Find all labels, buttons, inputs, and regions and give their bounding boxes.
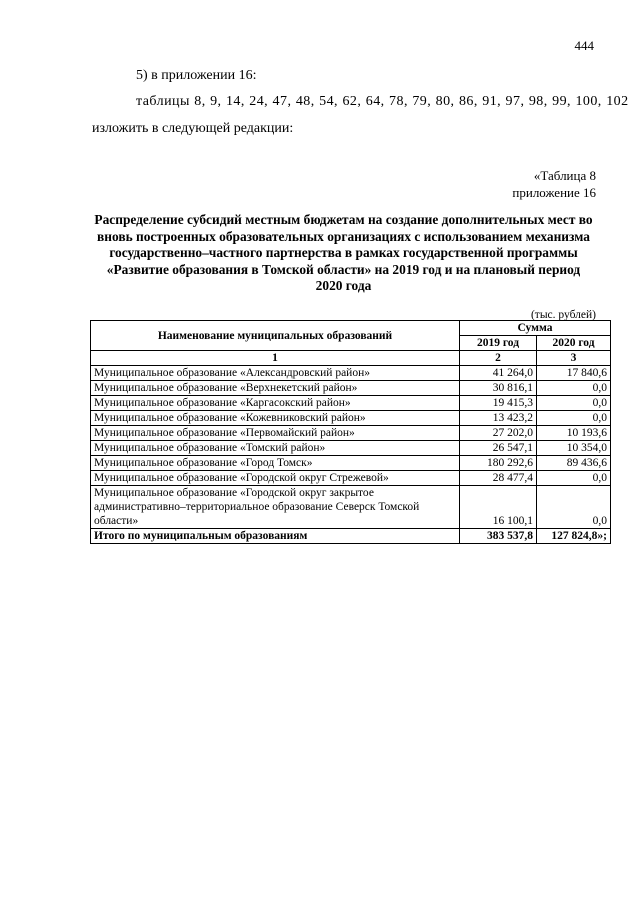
total-row — [91, 529, 611, 544]
row-value-2019: 16 100,1 — [460, 486, 537, 529]
table-row — [91, 471, 611, 486]
row-name: Муниципальное образование «Каргасокский район» — [91, 396, 460, 411]
row-name: Муниципальное образование «Первомайский район» — [91, 426, 460, 441]
row-value-2020: 17 840,6 — [537, 366, 611, 381]
units-note: (тыс. рублей) — [530, 309, 596, 321]
row-name: Муниципальное образование «Городской округ закрытое административно–территориальное образование Северск Томской области» — [91, 486, 460, 529]
column-number-3: 3 — [537, 351, 611, 366]
page-number: 444 — [574, 38, 594, 53]
intro-line-3: изложить в следующей редакции: — [92, 121, 294, 136]
row-value-2020: 0,0 — [537, 486, 611, 529]
row-name: Муниципальное образование «Томский район» — [91, 441, 460, 456]
column-number-2: 2 — [460, 351, 537, 366]
table-row — [91, 366, 611, 381]
row-value-2020: 0,0 — [537, 396, 611, 411]
subsidy-table — [90, 320, 611, 544]
row-name: Муниципальное образование «Кожевниковский район» — [91, 411, 460, 426]
table-reference — [512, 167, 596, 201]
row-value-2020: 89 436,6 — [537, 456, 611, 471]
table-header-row — [91, 321, 611, 336]
header-name: Наименование муниципальных образований — [91, 321, 460, 351]
intro-line-1: 5) в приложении 16: — [136, 68, 257, 83]
row-value-2019: 27 202,0 — [460, 426, 537, 441]
row-value-2019: 26 547,1 — [460, 441, 537, 456]
header-sum: Сумма — [460, 321, 611, 336]
row-name: Муниципальное образование «Верхнекетский район» — [91, 381, 460, 396]
table-ref-line-1: «Таблица 8 — [533, 168, 596, 183]
total-value-2020: 127 824,8»; — [537, 529, 611, 544]
row-value-2019: 180 292,6 — [460, 456, 537, 471]
table-row — [91, 441, 611, 456]
row-name: Муниципальное образование «Александровский район» — [91, 366, 460, 381]
row-name: Муниципальное образование «Город Томск» — [91, 456, 460, 471]
row-name: Муниципальное образование «Городской округ Стрежевой» — [91, 471, 460, 486]
row-value-2019: 30 816,1 — [460, 381, 537, 396]
header-year-2020: 2020 год — [537, 336, 611, 351]
table-row — [91, 381, 611, 396]
intro-line-2: таблицы 8, 9, 14, 24, 47, 48, 54, 62, 64, 78, 79, 80, 86, 91, 97, 98, 99, 100, 102 — [136, 94, 629, 109]
table-row — [91, 426, 611, 441]
row-value-2019: 28 477,4 — [460, 471, 537, 486]
row-value-2019: 19 415,3 — [460, 396, 537, 411]
table-title: Распределение субсидий местным бюджетам на создание дополнительных мест во вновь построенных образовательных организациях с использованием механизма государственно–частного партнерства в рамках государственной программы «Развитие образования в Томской области» на 2019 год и на плановый период 2020 года — [94, 212, 593, 293]
row-value-2019: 41 264,0 — [460, 366, 537, 381]
header-year-2019: 2019 год — [460, 336, 537, 351]
column-numbers-row — [91, 351, 611, 366]
row-value-2020: 0,0 — [537, 411, 611, 426]
table-row — [91, 411, 611, 426]
row-value-2019: 13 423,2 — [460, 411, 537, 426]
total-label: Итого по муниципальным образованиям — [91, 529, 460, 544]
row-value-2020: 10 193,6 — [537, 426, 611, 441]
row-value-2020: 0,0 — [537, 471, 611, 486]
total-value-2019: 383 537,8 — [460, 529, 537, 544]
table-body — [91, 351, 611, 544]
column-number-1: 1 — [91, 351, 460, 366]
row-value-2020: 0,0 — [537, 381, 611, 396]
table-row — [91, 486, 611, 529]
table-row — [91, 456, 611, 471]
table-row — [91, 396, 611, 411]
table-ref-line-2: приложение 16 — [512, 185, 596, 200]
row-value-2020: 10 354,0 — [537, 441, 611, 456]
